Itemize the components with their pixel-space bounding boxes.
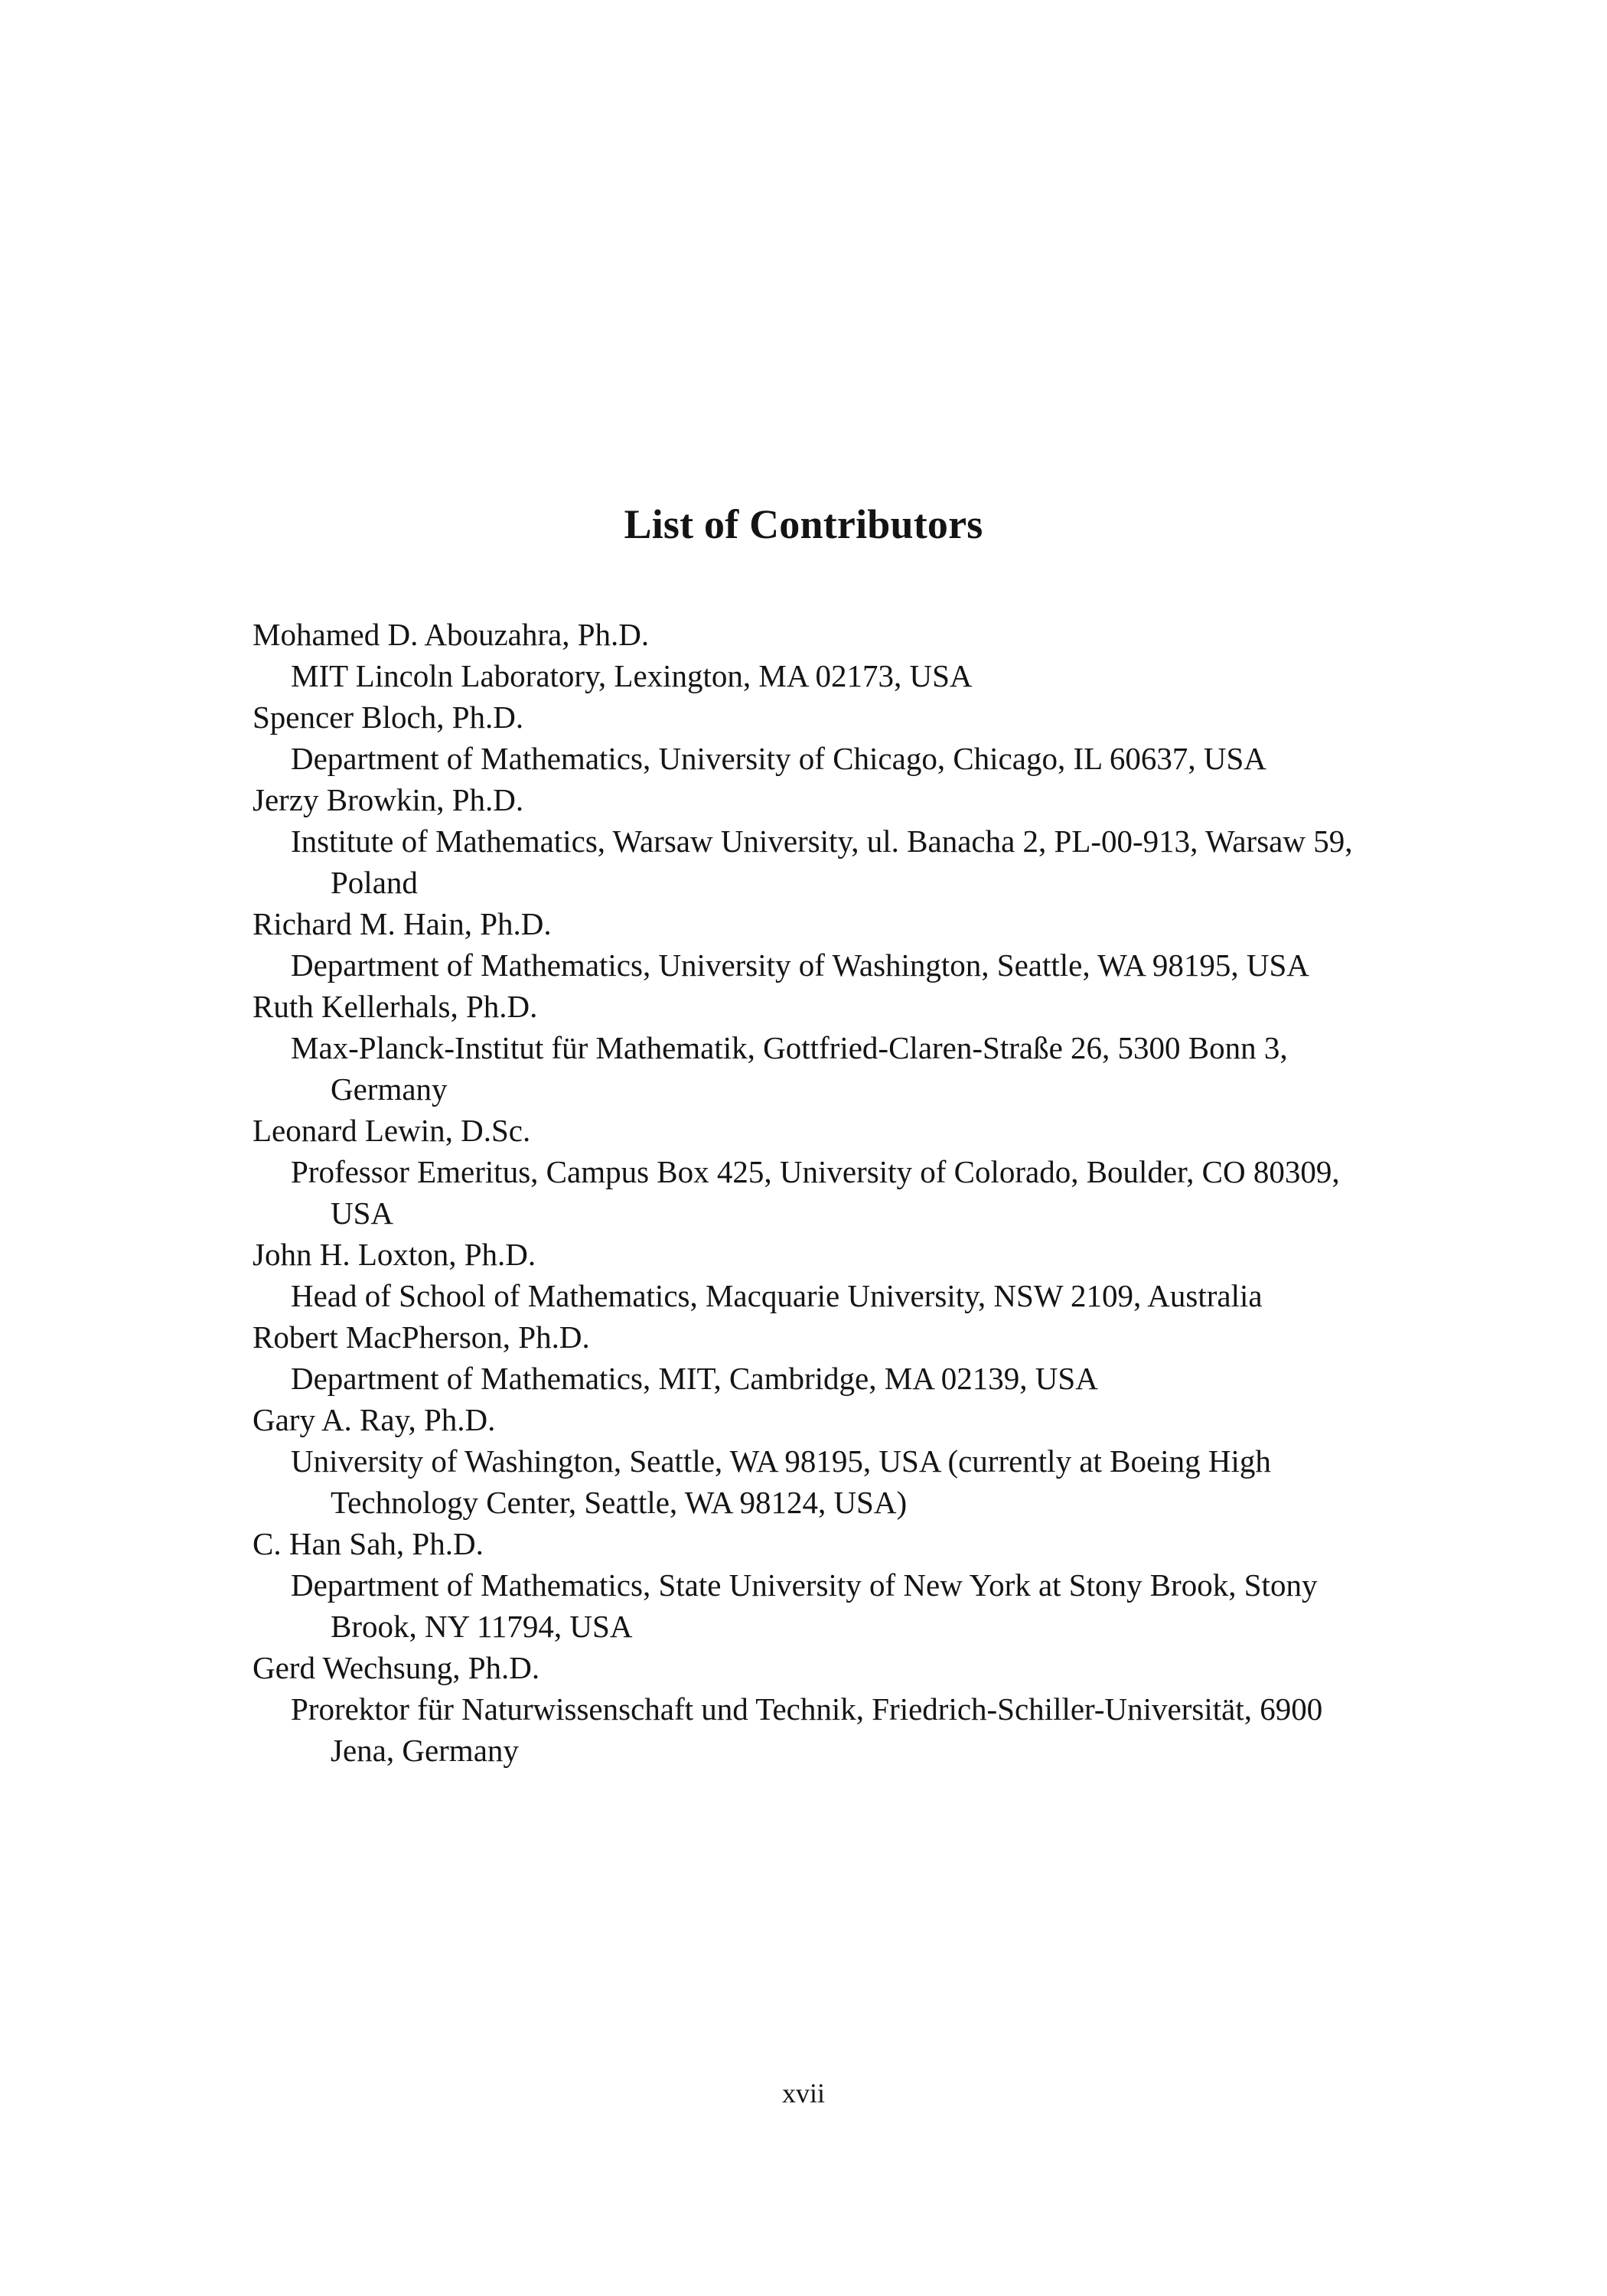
contributor-affiliation: MIT Lincoln Laboratory, Lexington, MA 02173, USA [291,658,973,693]
contributor-name: Robert MacPherson, Ph.D. [253,1319,590,1355]
contributor-entry [253,986,1370,1110]
contributor-list [253,614,1370,1771]
contributor-entry [253,696,1370,779]
contributor-name: Gerd Wechsung, Ph.D. [253,1650,540,1685]
contributor-name: Mohamed D. Abouzahra, Ph.D. [253,617,650,652]
contributor-entry [253,903,1370,986]
contributor-affiliation: Department of Mathematics, University of Chicago, Chicago, IL 60637, USA [291,741,1266,776]
contributor-entry [253,1523,1370,1647]
contributor-name: Leonard Lewin, D.Sc. [253,1113,531,1148]
contributor-entry [253,1110,1370,1234]
contributor-affiliation: Head of School of Mathematics, Macquarie University, NSW 2109, Australia [291,1278,1263,1313]
contributor-name: Gary A. Ray, Ph.D. [253,1402,496,1437]
contributor-entry [253,1399,1370,1523]
contributor-entry [253,1234,1370,1316]
contributor-affiliation: Professor Emeritus, Campus Box 425, University of Colorado, Boulder, CO 80309, USA [291,1154,1340,1231]
contributor-entry [253,779,1370,903]
contributor-affiliation: Prorektor für Naturwissenschaft und Technik, Friedrich-Schiller-Universität, 6900 Jena, Germany [291,1691,1323,1768]
contributor-entry [253,614,1370,696]
page-title: List of Contributors [624,501,983,547]
contributor-name: Spencer Bloch, Ph.D. [253,700,524,735]
contributor-affiliation: Department of Mathematics, University of Washington, Seattle, WA 98195, USA [291,947,1309,983]
page-number: xvii [781,2078,825,2108]
contributor-name: C. Han Sah, Ph.D. [253,1526,484,1561]
contributor-affiliation: University of Washington, Seattle, WA 98195, USA (currently at Boeing High Technology Center, Seattle, WA 98124, USA) [291,1443,1271,1520]
contributor-affiliation: Department of Mathematics, State University of New York at Stony Brook, Stony Brook, NY 11794, USA [291,1567,1318,1644]
contributor-name: Richard M. Hain, Ph.D. [253,906,552,941]
contributor-affiliation: Institute of Mathematics, Warsaw University, ul. Banacha 2, PL-00-913, Warsaw 59, Poland [291,823,1353,900]
contributor-name: John H. Loxton, Ph.D. [253,1237,536,1272]
contributor-name: Jerzy Browkin, Ph.D. [253,782,524,817]
contributor-affiliation: Department of Mathematics, MIT, Cambridge, MA 02139, USA [291,1361,1098,1396]
contributor-name: Ruth Kellerhals, Ph.D. [253,989,538,1024]
contributor-affiliation: Max-Planck-Institut für Mathematik, Gottfried-Claren-Straße 26, 5300 Bonn 3, Germany [291,1030,1288,1107]
contributor-entry [253,1647,1370,1771]
contributor-entry [253,1316,1370,1399]
